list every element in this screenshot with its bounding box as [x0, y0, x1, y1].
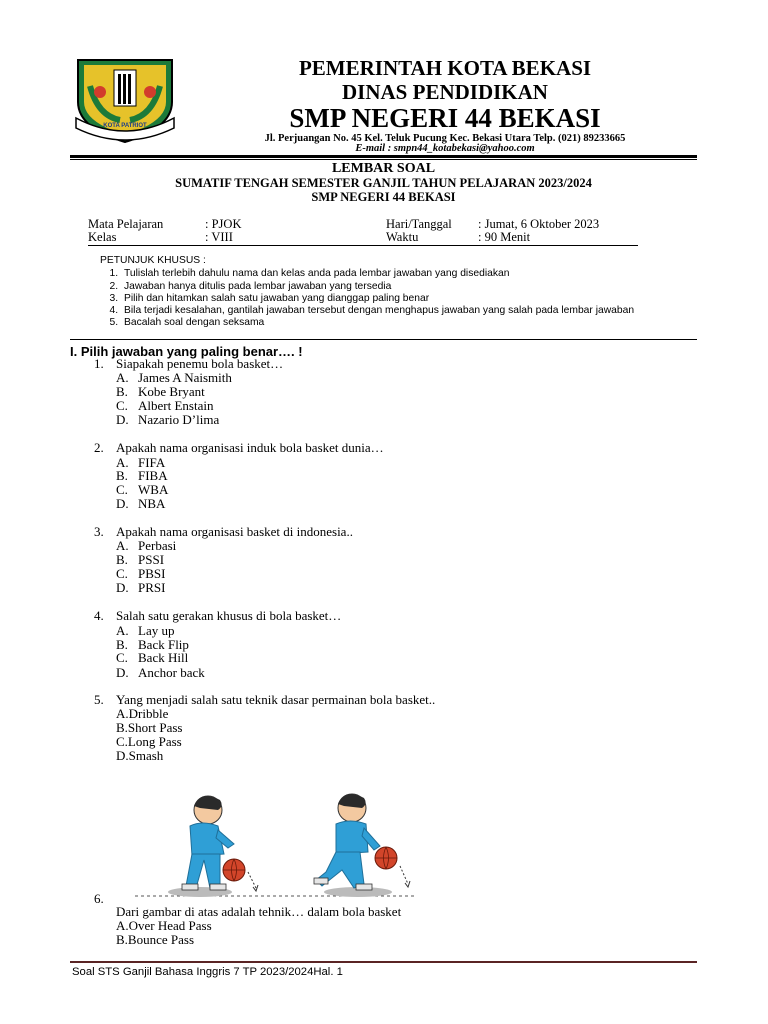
question-3: [94, 525, 353, 539]
question-1: [94, 357, 283, 371]
option: [116, 919, 212, 933]
class-value: : VIII: [205, 230, 233, 244]
option-letter: A.: [116, 370, 129, 385]
option-text: Nazario D’lima: [138, 412, 220, 427]
option-text: Albert Enstain: [138, 398, 214, 413]
option-letter: B.: [116, 468, 128, 483]
question-text: Siapakah penemu bola basket…: [116, 356, 284, 371]
option: [116, 749, 163, 763]
option-letter: B.: [116, 552, 128, 567]
city-logo: [70, 56, 180, 144]
header-government: PEMERINTAH KOTA BEKASI: [298, 56, 592, 80]
option: [116, 371, 232, 385]
option-text: Anchor back: [138, 665, 205, 680]
option: [116, 735, 182, 749]
option: [116, 721, 182, 735]
option-text: WBA: [138, 482, 169, 497]
question-number: 4.: [94, 608, 104, 623]
option-text: Bounce Pass: [127, 932, 195, 947]
option: [116, 933, 194, 947]
option: [116, 624, 174, 638]
option-text: Kobe Bryant: [138, 384, 205, 399]
option-text: NBA: [138, 496, 166, 511]
option-letter: B.: [116, 720, 128, 735]
option-letter: C.: [116, 566, 128, 581]
question-6: [116, 905, 401, 919]
option: [116, 651, 188, 665]
section-heading: I. Pilih jawaban yang paling benar…. !: [70, 344, 303, 359]
player-right-figure: [314, 794, 410, 897]
option-letter: A.: [116, 455, 129, 470]
option-text: Smash: [128, 748, 164, 763]
option: [116, 399, 213, 413]
option-letter: A.: [116, 623, 129, 638]
subject-label: Mata Pelajaran: [88, 217, 164, 231]
instruction-item: 2. Jawaban hanya ditulis pada lembar jawaban yang tersedia: [121, 281, 634, 293]
logo-label: KOTA PATRIOT: [103, 123, 147, 129]
option-letter: D.: [116, 665, 129, 680]
date-label: Hari/Tanggal: [386, 217, 452, 231]
player-left-figure: [168, 796, 258, 897]
option-letter: B.: [116, 384, 128, 399]
page-footer: Soal STS Ganjil Bahasa Inggris 7 TP 2023/2024Hal. 1: [72, 966, 343, 978]
option-letter: D.: [116, 496, 129, 511]
duration-label: Waktu: [386, 230, 419, 244]
option: [116, 483, 168, 497]
option-letter: C.: [116, 650, 128, 665]
instruction-item: 4. Bila terjadi kesalahan, gantilah jawaban tersebut dengan menghapus jawaban yang salah pada lembar jawaban: [121, 305, 634, 317]
subject-value: : PJOK: [205, 217, 242, 231]
question-2: [94, 441, 384, 455]
option-text: PSSI: [138, 552, 165, 567]
header-school-name: SMP NEGERI 44 BEKASI: [289, 103, 601, 133]
instruction-item: 3. Pilih dan hitamkan salah satu jawaban yang dianggap paling benar: [121, 293, 634, 305]
question-number: 5.: [94, 692, 104, 707]
option-text: Lay up: [138, 623, 175, 638]
question-5: [94, 693, 435, 707]
question-text: Dari gambar di atas adalah tehnik… dalam bola basket: [116, 904, 402, 919]
header-divider: [70, 155, 697, 158]
option-text: FIBA: [138, 468, 168, 483]
instruction-item: 5. Bacalah soal dengan seksama: [121, 317, 634, 329]
option: [116, 385, 205, 399]
header-email: E-mail : smpn44_kotabekasi@yahoo.com: [355, 143, 535, 154]
option-text: Short Pass: [127, 720, 183, 735]
header-department: DINAS PENDIDIKAN: [342, 80, 548, 104]
option-text: PRSI: [138, 580, 166, 595]
sheet-title: LEMBAR SOAL: [331, 161, 436, 176]
instruction-item: 1. Tulislah terlebih dahulu nama dan kelas anda pada lembar jawaban yang disediakan: [121, 268, 634, 280]
option-text: Back Hill: [138, 650, 189, 665]
option-text: PBSI: [138, 566, 166, 581]
question-text: Yang menjadi salah satu teknik dasar permainan bola basket..: [116, 692, 436, 707]
exam-school: SMP NEGERI 44 BEKASI: [311, 190, 456, 204]
option-text: James A Naismith: [138, 370, 232, 385]
instructions-heading: PETUNJUK KHUSUS :: [100, 255, 206, 266]
option-text: Over Head Pass: [128, 918, 212, 933]
question-number: 1.: [94, 356, 104, 371]
question-number: 6.: [94, 891, 104, 906]
option-letter: C.: [116, 734, 128, 749]
footer-divider: [70, 961, 697, 963]
question-number: 3.: [94, 524, 104, 539]
question-6-number: [94, 892, 116, 906]
option: [116, 413, 219, 427]
class-label: Kelas: [88, 230, 117, 244]
option-text: FIFA: [138, 455, 166, 470]
option-text: Back Flip: [138, 637, 189, 652]
option-letter: A.: [116, 538, 129, 553]
option: [116, 567, 165, 581]
option: [116, 581, 165, 595]
header-divider-thin: [70, 159, 697, 160]
option: [116, 539, 176, 553]
option-letter: B.: [116, 932, 128, 947]
option-letter: A.: [116, 918, 129, 933]
question-text: Apakah nama organisasi basket di indonesia..: [116, 524, 353, 539]
option: [116, 666, 205, 680]
header-address: Jl. Perjuangan No. 45 Kel. Teluk Pucung Kec. Bekasi Utara Telp. (021) 89233665: [264, 133, 626, 144]
option-letter: A.: [116, 706, 129, 721]
instructions: [100, 255, 634, 330]
question-text: Salah satu gerakan khusus di bola basket…: [116, 608, 342, 623]
option-letter: D.: [116, 748, 129, 763]
option-letter: D.: [116, 580, 129, 595]
info-underline: [88, 245, 638, 246]
option-letter: D.: [116, 412, 129, 427]
exam-title: SUMATIF TENGAH SEMESTER GANJIL TAHUN PELAJARAN 2023/2024: [175, 176, 592, 190]
option-text: Perbasi: [138, 538, 177, 553]
option-letter: B.: [116, 637, 128, 652]
option-text: Long Pass: [127, 734, 182, 749]
option-text: Dribble: [128, 706, 169, 721]
duration-value: : 90 Menit: [478, 230, 531, 244]
dribbling-illustration: [130, 792, 430, 902]
option: [116, 469, 168, 483]
option: [116, 553, 164, 567]
option: [116, 707, 168, 721]
question-number: 2.: [94, 440, 104, 455]
date-value: : Jumat, 6 Oktober 2023: [478, 217, 600, 231]
question-text: Apakah nama organisasi induk bola basket dunia…: [116, 440, 384, 455]
option-letter: C.: [116, 398, 128, 413]
option: [116, 497, 165, 511]
section-divider: [70, 339, 697, 340]
question-4: [94, 609, 341, 623]
option-letter: C.: [116, 482, 128, 497]
